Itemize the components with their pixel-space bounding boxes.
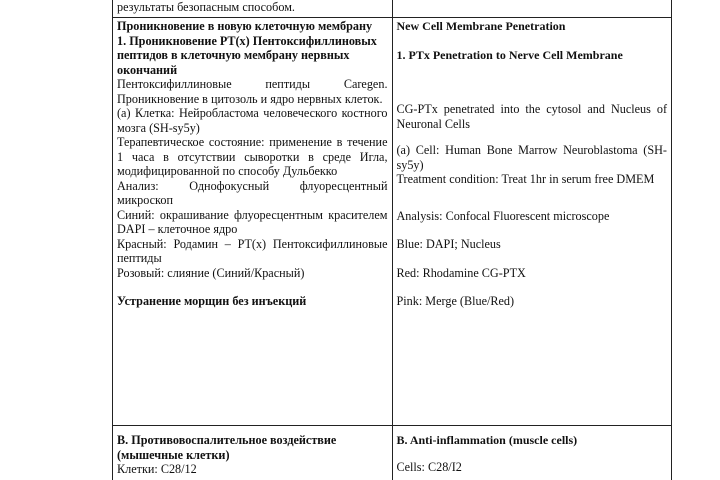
ru-section-b-heading: B. Противовоспалительное воздействие (мышечные клетки) (117, 433, 337, 462)
ru-cell-text: (a) Клетка: Нейробластома человеческого костного мозга (SH-sy5y) (117, 106, 388, 135)
bilingual-table (112, 0, 672, 480)
en-red-text: Red: Rhodamine CG-PTX (396, 265, 526, 280)
table-row (113, 0, 672, 18)
en-sub-heading: 1. PTx Penetration to Nerve Cell Membrane (396, 47, 623, 62)
ru-red-text: Красный: Родамин – PT(x) Пентоксифиллиновые пептиды (117, 236, 388, 265)
ru-top-text: результаты безопасным способом. (117, 0, 295, 14)
ru-blue-text: Синий: окрашивание флуоресцентным красителем DAPI – клеточное ядро (117, 207, 388, 236)
en-section-heading: New Cell Membrane Penetration (396, 19, 566, 33)
ru-sub-heading: 1. Проникновение PT(x) Пентоксифиллиновых пептидов в клеточную мембрану нервных окончаний (117, 33, 377, 77)
ru-treatment-text: Терапевтическое состояние: применение в течение 1 часа в отсутствии сыворотки в среде Игла, модифицированной по способу Дульбекко (117, 135, 388, 178)
en-cell (392, 18, 672, 426)
ru-cell (113, 0, 393, 18)
en-intro-text: CG-PTx penetrated into the cytosol and Nucleus of Neuronal Cells (396, 102, 667, 131)
ru-closing-heading: Устранение морщин без инъекций (117, 294, 307, 308)
en-blue-text: Blue: DAPI; Nucleus (396, 237, 501, 251)
ru-cell (113, 18, 393, 426)
en-cell-text: (a) Cell: Human Bone Marrow Neuroblastoma (SH-sy5y) (396, 143, 667, 172)
ru-cell (113, 426, 393, 480)
en-cell (392, 0, 672, 18)
ru-intro-text: Пентоксифиллиновые пептиды Caregen. Проникновение в цитозоль и ядро нервных клеток. (117, 77, 388, 106)
en-section-b-cells: Cells: C28/I2 (396, 459, 462, 474)
ru-pink-text: Розовый: слияние (Синий/Красный) (117, 265, 305, 280)
en-treatment-text: Treatment condition: Treat 1hr in serum free DMEM (396, 172, 655, 186)
table-row (113, 426, 672, 480)
en-analysis-text: Analysis: Confocal Fluorescent microscope (396, 208, 610, 223)
ru-analysis-text: Анализ: Однофокусный флуоресцентный микроскоп (117, 178, 388, 207)
table-row (113, 18, 672, 426)
ru-section-b-cells: Клетки: C28/12 (117, 462, 197, 476)
en-section-b-heading: B. Anti-inflammation (muscle cells) (396, 433, 578, 447)
en-cell (392, 426, 672, 480)
en-pink-text: Pink: Merge (Blue/Red) (396, 294, 515, 308)
ru-section-heading: Проникновение в новую клеточную мембрану (117, 19, 373, 33)
